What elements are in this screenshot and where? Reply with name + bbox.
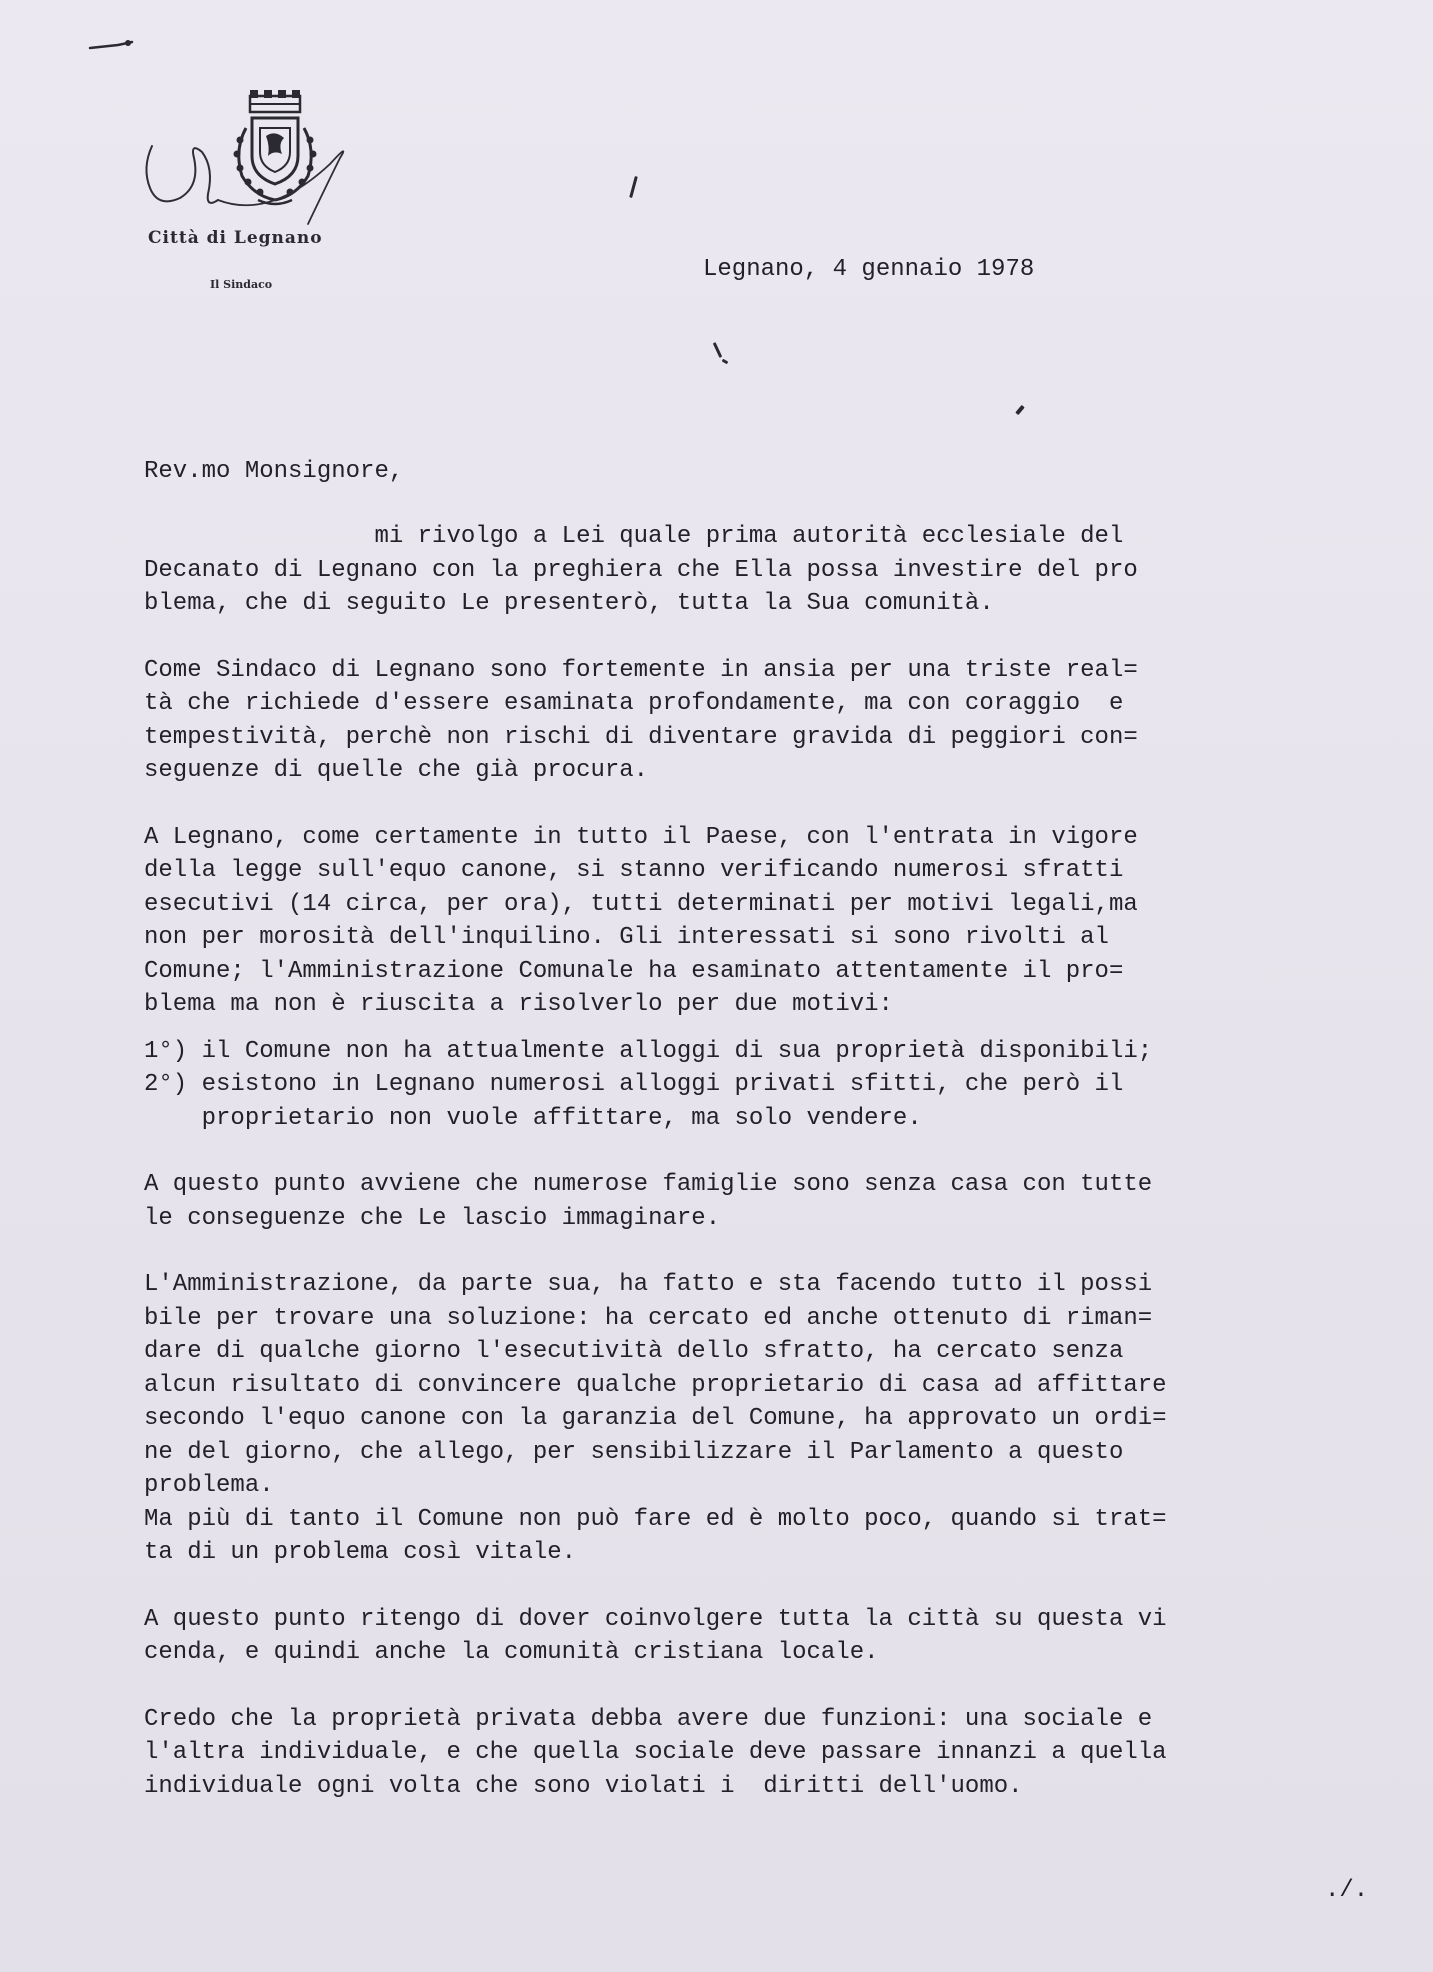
text-line: A Legnano, come certamente in tutto il Paese, con l'entrata in vigore	[144, 823, 1138, 851]
paragraph	[144, 1703, 1394, 1804]
text-line: l'altra individuale, e che quella sociale deve passare innanzi a quella	[144, 1739, 1167, 1766]
ink-speck	[722, 359, 729, 365]
text-line: tà che richiede d'essere esaminata profondamente, ma con coraggio e	[144, 690, 1124, 717]
letterhead	[140, 88, 380, 308]
text-line: seguenze di quelle che già procura.	[144, 757, 649, 784]
text-line: mi rivolgo a Lei quale prima autorità ecclesiale del	[144, 523, 1124, 550]
text-line: individuale ogni volta che sono violati i diritti dell'uomo.	[144, 1772, 1023, 1800]
text-line: ta di un problema così vitale.	[144, 1539, 577, 1566]
text-line: A questo punto avviene che numerose famiglie sono senza casa con tutte	[144, 1171, 1153, 1198]
ink-speck	[1015, 405, 1024, 415]
reasons-list	[144, 1035, 1394, 1136]
text-line: alcun risultato di convincere qualche proprietario di casa ad affittare	[144, 1371, 1167, 1399]
text-line: blema, che di seguito Le presenterò, tutta la Sua comunità.	[144, 590, 994, 617]
dateline: Legnano, 4 gennaio 1978	[703, 256, 1035, 283]
text-line: dare di qualche giorno l'esecutività dello sfratto, ha cercato senza	[144, 1338, 1124, 1365]
salutation: Rev.mo Monsignore,	[144, 458, 404, 485]
text-line: Ma più di tanto il Comune non può fare ed è molto poco, quando si trat=	[144, 1505, 1167, 1533]
paragraph	[144, 1603, 1394, 1670]
text-line: esecutivi (14 circa, per ora), tutti determinati per motivi legali,ma	[144, 890, 1138, 918]
text-line: non per morosità dell'inquilino. Gli interessati si sono rivolti al	[144, 924, 1109, 951]
text-line: Credo che la proprietà privata debba avere due funzioni: una sociale e	[144, 1705, 1153, 1733]
letterhead-city: Città di Legnano	[148, 228, 323, 248]
continuation-mark: ./.	[1325, 1877, 1369, 1904]
letter-body	[144, 520, 1394, 1836]
paragraph	[144, 1168, 1394, 1235]
list-item: proprietario non vuole affittare, ma solo vendere.	[144, 1104, 922, 1132]
text-line: della legge sull'equo canone, si stanno verificando numerosi sfratti	[144, 857, 1124, 884]
text-line: A questo punto ritengo di dover coinvolgere tutta la città su questa vi	[144, 1605, 1167, 1633]
text-line: L'Amministrazione, da parte sua, ha fatto e sta facendo tutto il possi	[144, 1271, 1153, 1298]
letterhead-office: Il Sindaco	[210, 278, 273, 291]
ink-speck	[713, 342, 722, 358]
paragraph	[144, 654, 1394, 788]
paragraph	[144, 1268, 1394, 1570]
text-line: blema ma non è riuscita a risolverlo per due motivi:	[144, 991, 893, 1018]
text-line: bile per trovare una soluzione: ha cercato ed anche ottenuto di riman=	[144, 1304, 1153, 1332]
paragraph	[144, 520, 1394, 621]
text-line: le conseguenze che Le lascio immaginare.	[144, 1204, 721, 1232]
text-line: Decanato di Legnano con la preghiera che Ella possa investire del pro	[144, 556, 1138, 584]
text-line: cenda, e quindi anche la comunità cristiana locale.	[144, 1639, 879, 1666]
paragraph	[144, 821, 1394, 1022]
list-item: 2°) esistono in Legnano numerosi alloggi privati sfitti, che però il	[144, 1071, 1124, 1098]
list-item: 1°) il Comune non ha attualmente alloggi di sua proprietà disponibili;	[144, 1037, 1153, 1065]
text-line: problema.	[144, 1472, 274, 1499]
text-line: secondo l'equo canone con la garanzia del Comune, ha approvato un ordi=	[144, 1405, 1167, 1432]
text-line: tempestività, perchè non rischi di diventare gravida di peggiori con=	[144, 723, 1138, 751]
text-line: Come Sindaco di Legnano sono fortemente in ansia per una triste real=	[144, 656, 1138, 684]
ink-speck	[629, 176, 638, 198]
stray-ink-mark	[88, 38, 136, 54]
text-line: ne del giorno, che allego, per sensibilizzare il Parlamento a questo	[144, 1438, 1124, 1466]
text-line: Comune; l'Amministrazione Comunale ha esaminato attentamente il pro=	[144, 957, 1124, 985]
